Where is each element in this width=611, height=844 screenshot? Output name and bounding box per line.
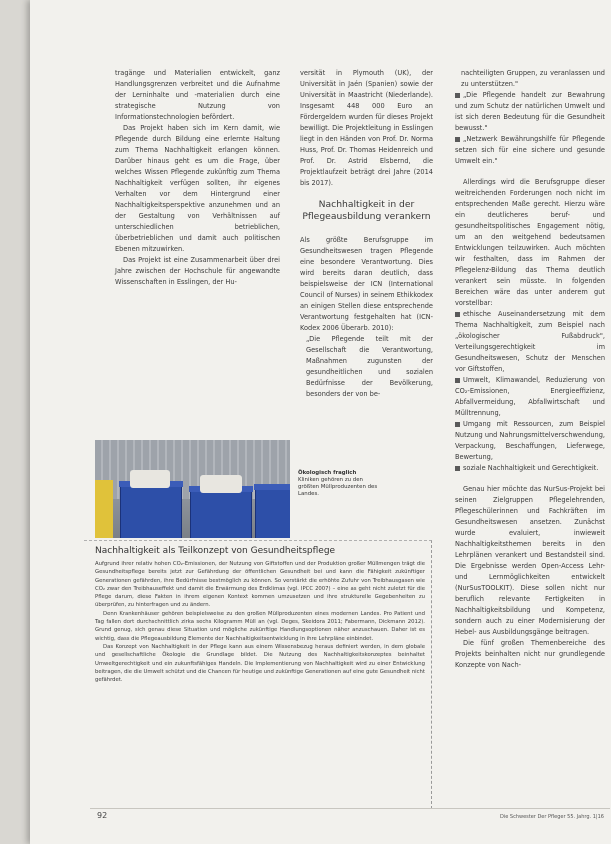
bullet-icon [455, 93, 460, 98]
col3-bullet-text: Umwelt, Klimawandel, Reduzierung von CO₂-Emissionen, Energieeffizienz, Abfallvermeidung, Abfallwirtschaft und Mülltrennung, [455, 376, 605, 417]
info-box-paragraph-1: Aufgrund ihrer relativ hohen CO₂-Emissionen, der Nutzung von Giftstoffen und der Produktion großer Müllmengen trägt die Gesundheitspflege bereits jetzt zur Gefährdung der öffentlichen Gesundheit bei und kann die Fähigkeit zukünftiger Generationen gefährden, ihre Bedürfnisse bestmöglich zu können. So verstärkt die erhöhte Zufuhr von Treibhausgasen wie CO₂ zwar den Treibhauseffekt und damit die Erwärmung des Erdklimas (vgl. IPCC 2007) – eine as geht nicht zuletzt für die Pflege darum, diese Fakten in ihrem eigenen Kontext kommen umzusetzen und ihre strukturelle Gegebenheiten zu überprüfen, zu hinterfragen und zu ändern. [95, 561, 425, 609]
col3-bullet [455, 463, 605, 474]
caption-text: Kliniken gehören zu den größten Müllproduzenten des Landes. [298, 477, 378, 497]
column-2 [300, 68, 433, 400]
col3-bullet-text: soziale Nachhaltigkeit und Gerechtigkeit. [463, 464, 599, 472]
col3-bullet-text: ethische Auseinandersetzung mit dem Thema Nachhaltigkeit, zum Beispiel nach „ökologischer Fußabdruck", Verteilungsgerechtigkeit im Gesundheitswesen, Schutz der Menschen vor Giftstoffen, [455, 310, 605, 373]
info-box-title: Nachhaltigkeit als Teilkonzept von Gesundheitspflege [95, 546, 336, 556]
photo-caption [298, 470, 383, 498]
col3-paragraph-2: Allerdings wird die Berufsgruppe dieser weitreichenden Forderungen noch nicht im entsprechenden Maße gerecht. Hierzu wäre ein deutlicheres beruf- und gesundheitspolitisches Engagement nötig, um an den weitgehend bedeutsamen Entwicklungen teilzuwirken. Auch möchten wir festhalten, dass im Rahmen der Pflegelenz-Bildung das Thema deutlich verankert sein müsste. In folgenden Bereichen wäre das unter anderem gut vorstellbar: [455, 178, 605, 307]
col1-paragraph-3: Das Projekt ist eine Zusammenarbeit über drei Jahre zwischen der Hochschule für angewandte Wissenschaften in Esslingen, der Hu- [115, 256, 280, 286]
col3-bullet [455, 419, 605, 463]
col3-bullet [455, 309, 605, 375]
footer-rule [90, 808, 610, 809]
column-3 [455, 68, 605, 671]
col2-paragraph-1: versität in Plymouth (UK), der Universität in Jaén (Spanien) sowie der Universität in Maastricht (Niederlande). Insgesamt 448 000 Euro an Fördergeldern wurden für dieses Projekt bewilligt. Die Projektleitung in Esslingen liegt in den Händen von Prof. Dr. Norma Huss, Prof. Dr. Thomas Heidenreich und Prof. Dr. Astrid Elsbernd, die Projektlaufzeit beträgt drei Jahre (2014 bis 2017). [300, 69, 433, 187]
col1-paragraph-1: tragänge und Materialien entwickelt, ganz Handlungsgrenzen verbreitet und die Aufnahme der Lerninhalte und -materialien durch eine strategische Nutzung von Informationstechnologien befördert. [115, 69, 280, 121]
photo-trash-bags [200, 475, 242, 493]
col2-paragraph-2: Als größte Berufsgruppe im Gesundheitswesen tragen Pflegende eine besondere Verantwortung. Dies wird bereits daran deutlich, dass beispielsweise der ICN (International Council of Nurses) in seinem Ethikkodex an einigen Stellen diese entsprechende Verantwortung festgehalten hat (ICN-Kodex 2006 Überarb. 2010): [300, 236, 433, 332]
column-1 [115, 68, 280, 288]
col3-bullet [455, 134, 605, 167]
info-box-paragraph-2: Denn Krankenhäuser gehören beispielsweise zu den großen Müllproduzenten eines modernen Landes. Pro Patient und Tag fallen dort durchschnittlich zirka sechs Kilogramm Müll an (vgl. Deges, Skeidora 2011; Fabermann, Dickmann 2012). Grund genug, sich genau diese Situation und mögliche zukünftige Handlungsoptionen näher anzuschauen. Daher ist es wichtig, dass die Pflegeausbildung Elemente der Nachhaltigkeitsentwicklung in ihre Lehrpläne einbindet. [95, 610, 425, 642]
col3-bullet-text: Umgang mit Ressourcen, zum Beispiel Nutzung und Nahrungsmittelverschwendung, Verpackung, Beschaffungen, Lieferwege, Bewertung, [455, 420, 605, 461]
col3-paragraph-3: Genau hier möchte das NurSus-Projekt bei seinen Zielgruppen Pflegelehrenden, Pflegeschülerinnen und Fachkräften im Gesundheitswesen ansetzen. Zunächst wurde evaluiert, inwieweit Nachhaltigkeitsthemen bereits in den Lehrplänen verankert und Bestandsteil sind. Die Ergebnisse werden Open-Access Lehr- und Lernmöglichkeiten entwickelt (NurSusTOOLKIT). Diese sollen nicht nur beruflich relevante Fertigkeiten in Nachhaltigkeitsbildung und Kompetenz, sondern auch zu einer Modernisierung der Hebel- aus Ausbildungsgänge beitragen. [455, 485, 605, 636]
page-number: 92 [97, 811, 108, 820]
info-box-paragraph-3: Das Konzept von Nachhaltigkeit in der Pflege kann aus einem Wissensbezug heraus definiert werden, in dem globale und gesellschaftliche Ökologie die Grundlage bildet. Die Nutzung des Nachhaltigkeitskonzeptes beinhaltet Umweltgerechtigkeit und ein zukunftsfähiges Handeln. Die Implementierung von Nachhaltigkeit wird zu einer Entwicklung beitragen, die die Umwelt schützt und die Chancen für heutige und zukünftige Generationen auf eine gute Gesundheit nicht gefährdet. [95, 643, 425, 684]
bullet-icon [455, 137, 460, 142]
journal-footer: Die Schwester Der Pfleger 55. Jahrg. 1|16 [500, 814, 604, 820]
bullet-icon [455, 378, 460, 383]
col3-bullet [455, 375, 605, 419]
col2-quote: „Die Pflegende teilt mit der Gesellschaft die Verantwortung, Maßnahmen zugunsten der gesundheitlichen und sozialen Bedürfnisse der Bevölkerung, besonders der von be- [306, 335, 433, 398]
bullet-icon [455, 312, 460, 317]
col3-bullet-text: „Die Pflegende handelt zur Bewahrung und zum Schutz der natürlichen Umwelt und ist sich deren Bedeutung für die Gesundheit bewusst." [455, 91, 605, 132]
caption-title: Ökologisch fraglich [298, 470, 357, 476]
photo-trash-bags [130, 470, 170, 488]
photo-yellow-bin [95, 480, 113, 538]
col3-paragraph-1: nachteiligten Gruppen, zu veranlassen und zu unterstützen." [461, 69, 605, 88]
col3-paragraph-4: Die fünf großen Themenbereiche des Projekts beinhalten nicht nur grundlegende Konzepte von Nach- [455, 639, 605, 669]
waste-bins-photo [95, 440, 290, 538]
photo-blue-bin [255, 488, 290, 538]
photo-blue-bin [190, 490, 252, 538]
col3-bullet [455, 90, 605, 134]
photo-blue-bin [120, 485, 182, 538]
section-heading: Nachhaltigkeit in der Pflegeausbildung verankern [302, 199, 431, 222]
bullet-icon [455, 422, 460, 427]
col3-bullet-text: „Netzwerk Bewährungshilfe für Pflegende setzen sich für eine sichere und gesunde Umwelt ein." [455, 135, 605, 165]
bullet-icon [455, 466, 460, 471]
col1-paragraph-2: Das Projekt haben sich im Kern damit, wie Pflegende durch Bildung eine erlernte Haltung zum Thema Nachhaltigkeit erlangen können. Darüber hinaus geht es um die Frage, über welches Wissen Pflegende zukünftig zum Thema Nachhaltigkeit verfügen sollten, ihr eigenes Verhalten vor dem Hintergrund einer Nachhaltigkeitsperspektive anzunehmen und an der Gestaltung von Verhältnissen auf unterschiedlichen betrieblichen, überbetrieblichen und damit auch politischen Ebenen mitzuwirken. [115, 124, 280, 253]
info-box-body [95, 560, 425, 684]
document-page [30, 0, 611, 844]
